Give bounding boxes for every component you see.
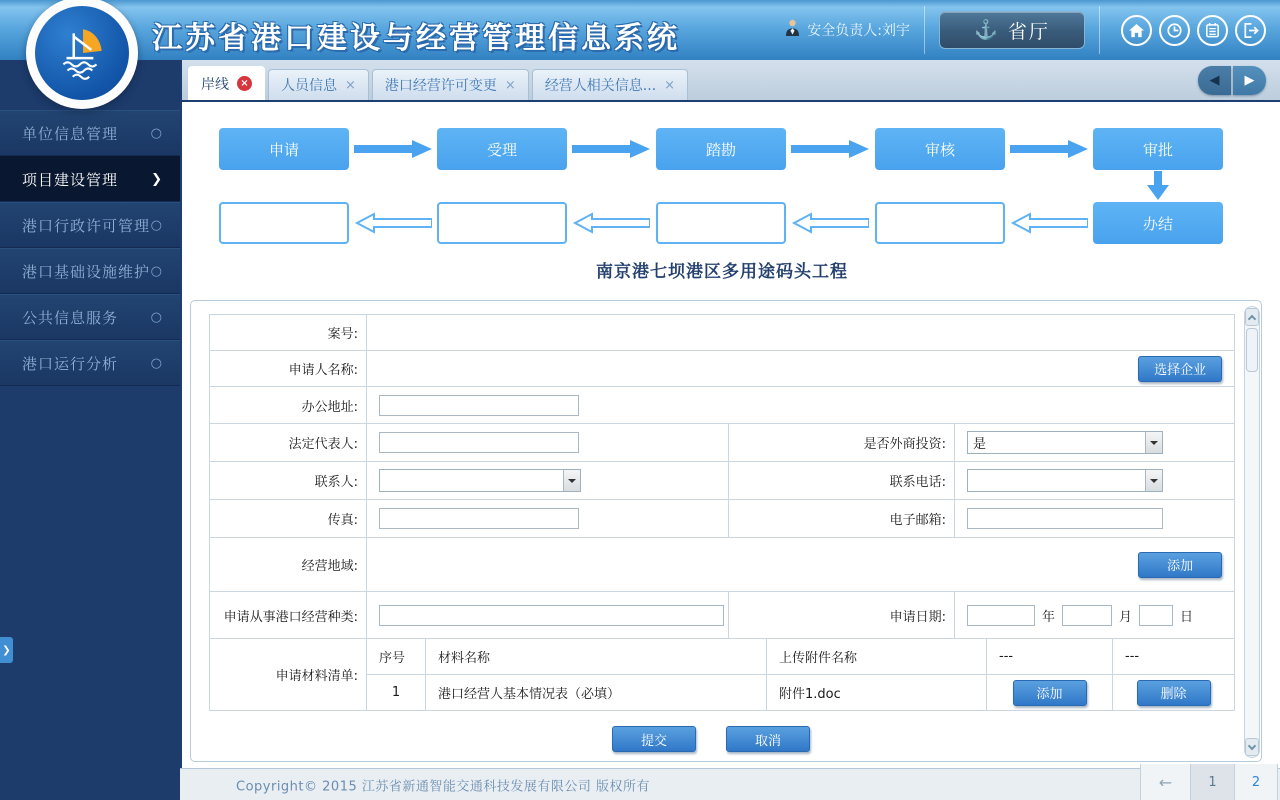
phone-label: 联系电话: (729, 462, 955, 500)
home-icon[interactable] (1121, 15, 1152, 46)
material-add-button[interactable]: 添加 (1013, 680, 1087, 706)
close-tab-icon[interactable]: × (504, 77, 516, 93)
flow-arrow-left-icon (354, 211, 432, 235)
flow-step-survey: 踏勘 (656, 128, 786, 170)
case-no-label: 案号: (210, 315, 367, 351)
form-panel (190, 300, 1262, 762)
office-address-input[interactable] (379, 395, 579, 416)
sidebar-item-label: 项目建设管理 (22, 170, 119, 189)
sidebar-item-admin-license[interactable] (0, 202, 180, 248)
flow-arrow-left-icon (572, 211, 650, 235)
dropdown-arrow-icon[interactable] (1145, 470, 1162, 491)
page-title: 江苏省港口建设与经营管理信息系统 (152, 21, 680, 56)
flow-arrow-down-icon (1144, 171, 1172, 201)
flow-return-box (437, 202, 567, 244)
sidebar-item-label: 港口行政许可管理 (22, 216, 151, 235)
org-button[interactable] (939, 11, 1085, 49)
copyright-text: Copyright© 2015 江苏省新通智能交通科技发展有限公司 版权所有 (236, 779, 651, 794)
apply-month-input[interactable] (1062, 605, 1112, 626)
material-attachment: 附件1.doc (767, 675, 987, 711)
flow-step-apply: 申请 (219, 128, 349, 170)
fax-label: 传真: (210, 500, 367, 538)
materials-header-no: 序号 (367, 639, 426, 675)
circle-marker-icon: ○ (150, 125, 162, 141)
dropdown-arrow-icon[interactable] (1145, 432, 1162, 453)
email-label: 电子邮箱: (729, 500, 955, 538)
choose-company-button[interactable]: 选择企业 (1138, 356, 1222, 382)
phone-select[interactable] (967, 469, 1163, 492)
contact-select[interactable] (379, 469, 581, 492)
sidebar-expand-handle[interactable]: ❯ (0, 637, 13, 663)
flow-return-box (875, 202, 1005, 244)
materials-header-name: 材料名称 (426, 639, 767, 675)
page-1-button[interactable]: 1 (1190, 764, 1234, 800)
region-add-button[interactable]: 添加 (1138, 552, 1222, 578)
circle-marker-icon: ○ (150, 355, 162, 371)
day-suffix: 日 (1180, 609, 1194, 625)
sidebar-item-label: 公共信息服务 (22, 308, 119, 327)
business-type-input[interactable] (379, 605, 724, 626)
flow-return-box (219, 202, 349, 244)
apply-date-label: 申请日期: (729, 592, 955, 639)
tab-label: 人员信息 (281, 78, 337, 94)
user-role-label: 安全负责人:刘宇 (807, 23, 910, 39)
tab-shoreline[interactable] (188, 66, 265, 100)
circle-marker-icon: ○ (150, 263, 162, 279)
materials-header-col4: --- (987, 639, 1113, 675)
office-address-label: 办公地址: (210, 387, 367, 424)
sidebar-item-operation-analysis[interactable] (0, 340, 180, 386)
tab-next-button[interactable]: ▶ (1233, 66, 1266, 95)
business-type-label: 申请从事港口经营种类: (210, 592, 367, 639)
fax-input[interactable] (379, 508, 579, 529)
sidebar-item-infrastructure[interactable] (0, 248, 180, 294)
header-divider (1099, 6, 1100, 54)
sidebar-item-label: 单位信息管理 (22, 124, 119, 143)
month-suffix: 月 (1119, 609, 1133, 625)
close-tab-icon[interactable]: × (345, 77, 356, 93)
tab-bar (180, 60, 1280, 102)
legal-rep-input[interactable] (379, 432, 579, 453)
logout-icon[interactable] (1235, 15, 1266, 46)
sidebar (0, 60, 180, 800)
sidebar-item-public-info[interactable] (0, 294, 180, 340)
flow-arrow-right-icon (791, 139, 869, 159)
materials-header-attachment: 上传附件名称 (767, 639, 987, 675)
apply-year-input[interactable] (967, 605, 1035, 626)
legal-rep-label: 法定代表人: (210, 424, 367, 462)
scrollbar-thumb[interactable] (1246, 328, 1258, 372)
anchor-icon: ⚓ (974, 19, 998, 41)
vertical-scrollbar[interactable] (1244, 306, 1260, 758)
system-logo (26, 0, 138, 109)
flow-arrow-right-icon (1010, 139, 1088, 159)
material-no: 1 (367, 675, 426, 711)
app-header (0, 0, 1280, 60)
sidebar-item-unit-info[interactable] (0, 110, 180, 156)
flow-step-accept: 受理 (437, 128, 567, 170)
flow-arrow-right-icon (572, 139, 650, 159)
memo-icon[interactable] (1197, 15, 1228, 46)
tab-personnel-info[interactable] (268, 69, 369, 100)
footer (180, 768, 1280, 800)
sidebar-item-label: 港口基础设施维护 (22, 262, 151, 281)
email-input[interactable] (967, 508, 1163, 529)
page-prev-button[interactable]: ← (1140, 764, 1190, 800)
chevron-right-icon: ❯ (151, 171, 162, 187)
org-button-label: 省厅 (1007, 21, 1050, 43)
pagination (1140, 764, 1278, 800)
foreign-invest-select[interactable] (967, 431, 1163, 454)
logo-emblem (35, 6, 129, 100)
materials-header-col5: --- (1113, 639, 1235, 675)
sidebar-item-label: 港口运行分析 (22, 354, 119, 373)
region-label: 经营地域: (210, 538, 367, 592)
tab-nav (1198, 66, 1266, 95)
contact-label: 联系人: (210, 462, 367, 500)
flow-step-complete: 办结 (1093, 202, 1223, 244)
clock-icon[interactable] (1159, 15, 1190, 46)
flow-arrow-left-icon (1010, 211, 1088, 235)
page-2-button[interactable]: 2 (1234, 764, 1278, 800)
cancel-button[interactable]: 取消 (726, 726, 810, 752)
application-form-table (209, 314, 1235, 711)
tab-label: 岸线 (201, 76, 229, 93)
close-tab-icon[interactable]: × (664, 77, 676, 93)
header-divider (924, 6, 925, 54)
year-suffix: 年 (1042, 609, 1056, 625)
flow-arrow-right-icon (354, 139, 432, 159)
scroll-up-icon[interactable] (1245, 308, 1259, 326)
project-title: 南京港七坝港区多用途码头工程 (596, 262, 848, 282)
flow-return-box (656, 202, 786, 244)
flow-step-approve: 审批 (1093, 128, 1223, 170)
tab-prev-button[interactable]: ◀ (1198, 66, 1231, 95)
tab-label: 经营人相关信息... (544, 78, 657, 94)
dropdown-arrow-icon[interactable] (563, 470, 580, 491)
material-name: 港口经营人基本情况表（必填） (426, 675, 767, 711)
user-icon (785, 19, 800, 41)
case-no-value (367, 315, 1235, 351)
sidebar-item-project-construction[interactable] (0, 156, 180, 202)
foreign-invest-value: 是 (973, 437, 987, 452)
flow-step-review: 审核 (875, 128, 1005, 170)
flow-arrow-left-icon (791, 211, 869, 235)
submit-button[interactable]: 提交 (612, 726, 696, 752)
applicant-label: 申请人名称: (210, 351, 367, 387)
circle-marker-icon: ○ (150, 217, 162, 233)
materials-label: 申请材料清单: (210, 639, 367, 711)
apply-day-input[interactable] (1139, 605, 1173, 626)
tab-license-change[interactable] (372, 69, 529, 100)
main-content (180, 102, 1280, 768)
circle-marker-icon: ○ (150, 309, 162, 325)
scroll-down-icon[interactable] (1245, 738, 1259, 756)
tab-operator-info[interactable] (532, 69, 688, 100)
foreign-invest-label: 是否外商投资: (729, 424, 955, 462)
tab-label: 港口经营许可变更 (384, 78, 497, 94)
close-tab-icon[interactable]: × (237, 76, 252, 91)
material-delete-button[interactable]: 删除 (1137, 680, 1211, 706)
